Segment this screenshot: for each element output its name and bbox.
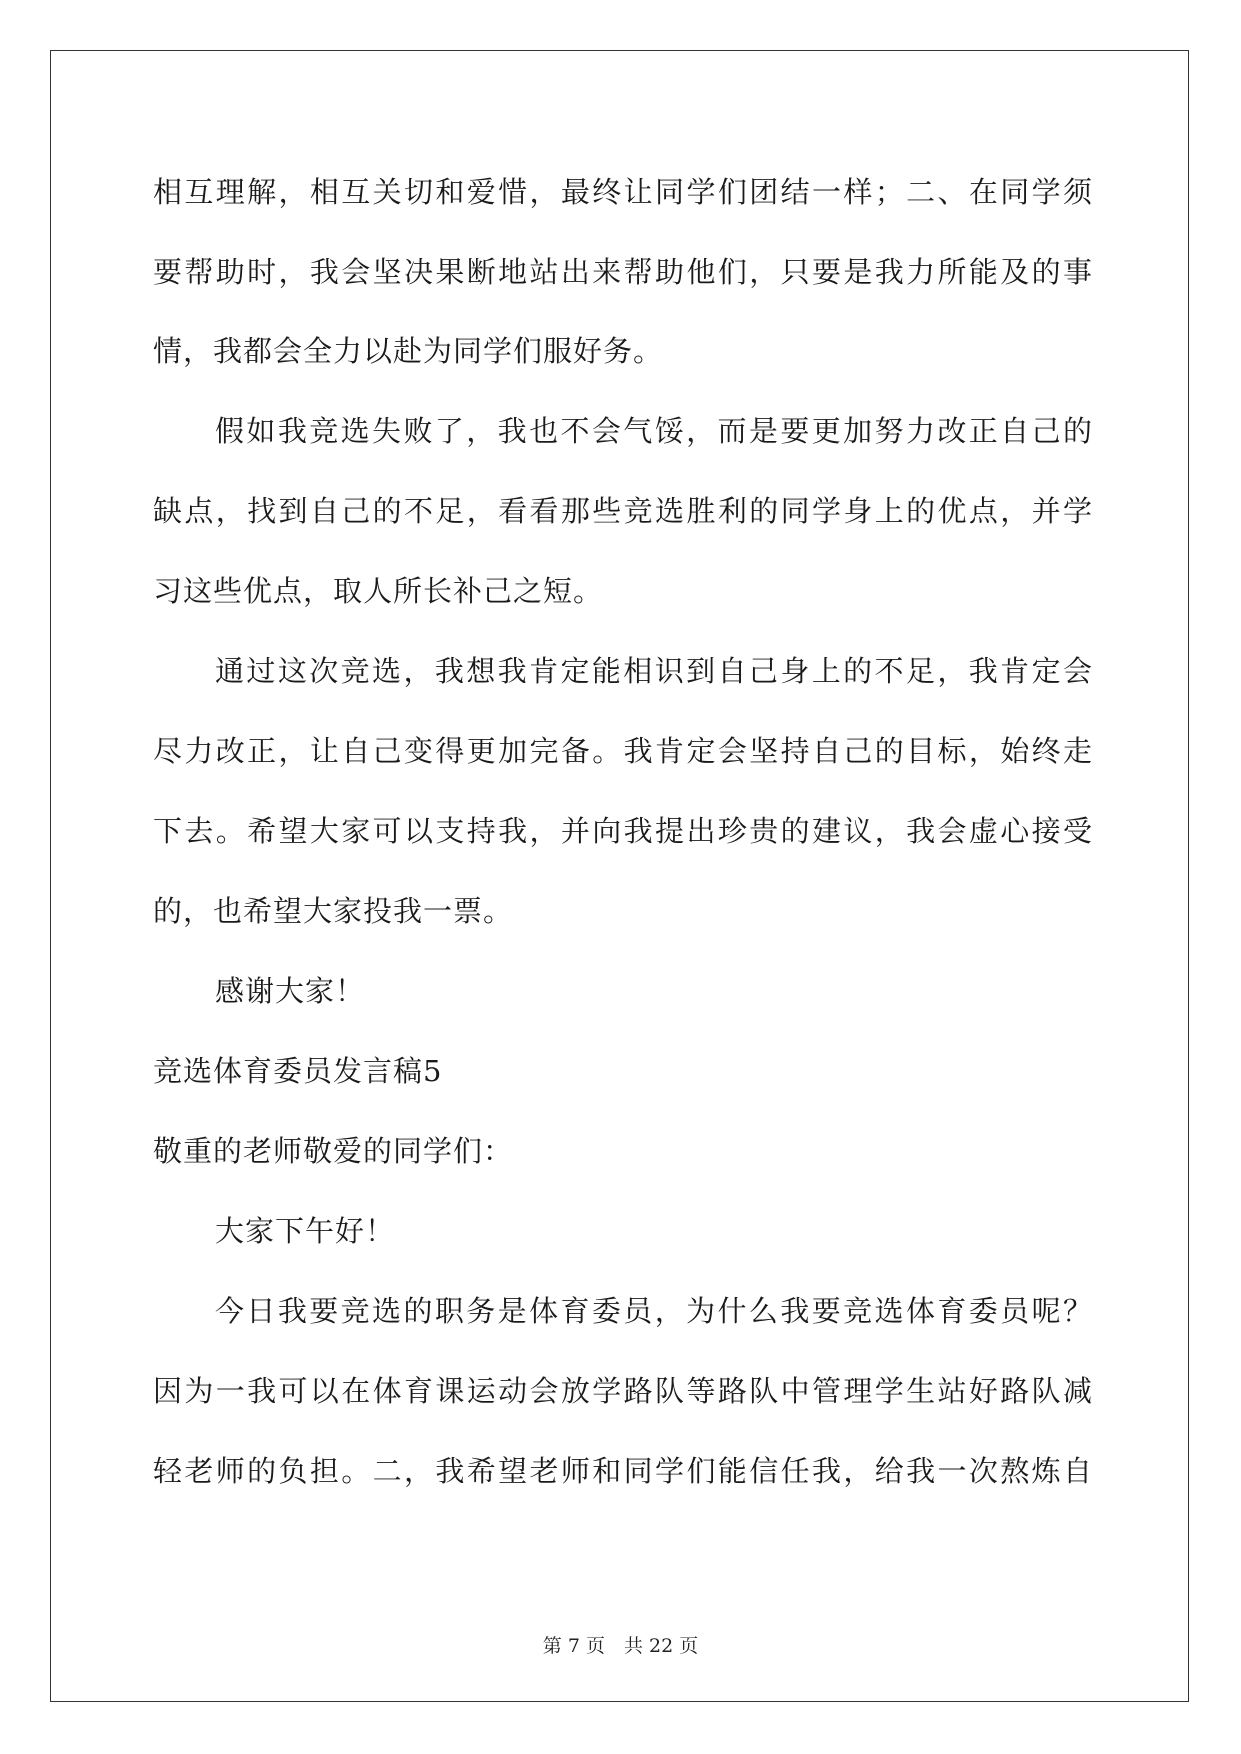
section-heading: 竞选体育委员发言稿5	[153, 1054, 443, 1088]
text-line: 轻老师的负担。二，我希望老师和同学们能信任我，给我一次熬炼自	[153, 1454, 1093, 1488]
text-line: 因为一我可以在体育课运动会放学路队等路队中管理学生站好路队减	[153, 1374, 1093, 1408]
text-line: 要帮助时，我会坚决果断地站出来帮助他们，只要是我力所能及的事	[153, 255, 1093, 289]
text-line: 缺点，找到自己的不足，看看那些竞选胜利的同学身上的优点，并学	[153, 494, 1093, 528]
text-line: 的，也希望大家投我一票。	[153, 894, 514, 928]
text-line: 相互理解，相互关切和爱惜，最终让同学们团结一样；二、在同学须	[153, 175, 1093, 209]
text-line: 习这些优点，取人所长补己之短。	[153, 574, 604, 608]
paragraph-first-line: 通过这次竞选，我想我肯定能相识到自己身上的不足，我肯定会	[215, 654, 1093, 688]
text-line: 尽力改正，让自己变得更加完备。我肯定会坚持自己的目标，始终走	[153, 734, 1093, 768]
paragraph-first-line: 假如我竞选失败了，我也不会气馁，而是要更加努力改正自己的	[215, 414, 1093, 448]
closing-thanks: 感谢大家！	[215, 974, 366, 1008]
salutation: 敬重的老师敬爱的同学们：	[153, 1134, 514, 1168]
greeting: 大家下午好！	[215, 1214, 396, 1248]
text-line: 下去。希望大家可以支持我，并向我提出珍贵的建议，我会虚心接受	[153, 814, 1093, 848]
text-line: 情，我都会全力以赴为同学们服好务。	[153, 334, 664, 368]
paragraph-first-line: 今日我要竞选的职务是体育委员，为什么我要竞选体育委员呢？	[215, 1294, 1093, 1328]
page-number-footer: 第 7 页 共 22 页	[542, 1635, 699, 1657]
